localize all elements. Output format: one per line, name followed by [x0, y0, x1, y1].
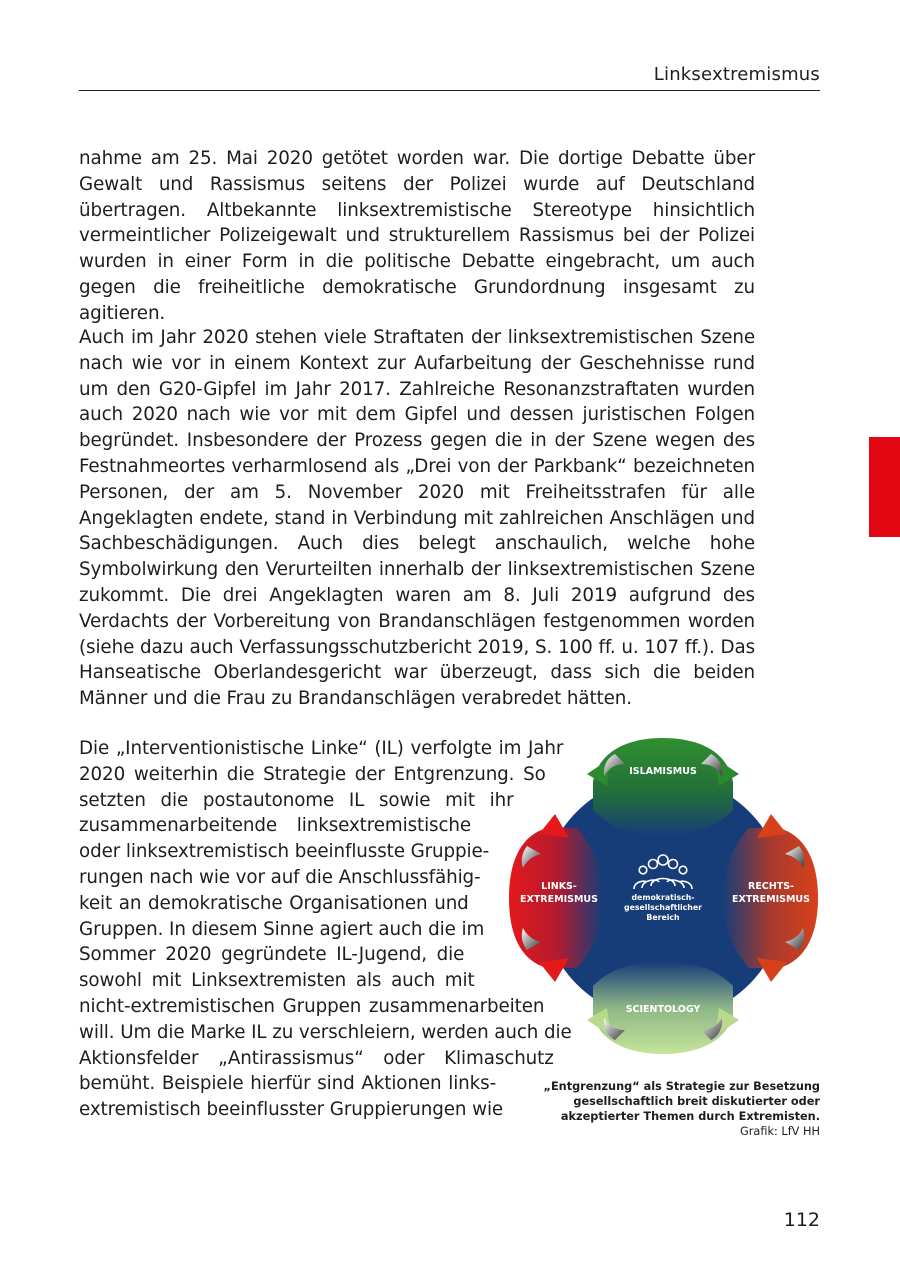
paragraph-3-line: oder linksextremistisch beeinflusste Gruppie-: [79, 841, 490, 863]
label-links-2: EXTREMISMUS: [520, 894, 598, 905]
paragraph-3-line: setzten die postautonome IL sowie mit ihr: [79, 789, 514, 811]
paragraph-3-line: bemüht. Beispiele hierfür sind Aktionen links-: [79, 1073, 497, 1095]
arrow-head-icon: [539, 814, 569, 838]
label-center-2: gesellschaftlicher: [624, 903, 702, 912]
paragraph-3-line: zusammenarbeitende linksextremistische: [79, 815, 472, 837]
paragraph-3-line: Sommer 2020 gegründete IL-Jugend, die: [79, 944, 465, 966]
label-rechts-2: EXTREMISMUS: [732, 894, 810, 905]
paragraph-3-line: sowohl mit Linksextremisten als auch mit: [79, 970, 475, 992]
label-center-3: Bereich: [646, 913, 680, 922]
paragraph-3-line: 2020 weiterhin die Strategie der Entgrenzung. So: [79, 763, 546, 785]
page-number: 112: [783, 1209, 820, 1231]
paragraph-3-line: Gruppen. In diesem Sinne agiert auch die im: [79, 918, 485, 940]
header-rule: [79, 90, 820, 91]
figure-caption: [505, 1079, 820, 1139]
top-lobe: [593, 738, 733, 836]
arrow-head-icon: [757, 958, 787, 982]
paragraph-3-line: Die „Interventionistische Linke“ (IL) verfolgte im Jahr: [79, 738, 564, 759]
caption-credit: Grafik: LfV HH: [740, 1125, 820, 1138]
label-scientology: SCIENTOLOGY: [625, 1004, 701, 1015]
label-islamismus: ISLAMISMUS: [629, 766, 697, 777]
paragraph-3-line: will. Um die Marke IL zu verschleiern, werden auch die: [79, 1021, 572, 1043]
paragraph-3-line: nicht-extremistischen Gruppen zusammenarbeiten: [79, 995, 545, 1017]
paragraph-1: nahme am 25. Mai 2020 getötet worden war. Die dortige Debatte über Gewalt und Rassismus seitens der Polizei wurde auf Deutschland übertragen. Altbekannte linksextremistische Stereotype hinsichtlich vermeintlicher Polizeigewalt und strukturellem Rassismus bei der Polizei wurden in einer Form in die politische Debatte eingebracht, um auch gegen die freiheitliche demokratische Grundordnung insgesamt zu agitieren.: [79, 148, 755, 324]
label-links-1: LINKS-: [541, 881, 577, 892]
chapter-marker-tab: [869, 437, 900, 537]
paragraph-3-line: rungen nach wie vor auf die Anschlussfähig-: [79, 866, 481, 888]
entgrenzung-diagram: [507, 736, 820, 1056]
arrow-head-icon: [757, 814, 787, 838]
caption-text: „Entgrenzung“ als Strategie zur Besetzung gesellschaftlich breit diskutierter oder akzeptierter Themen durch Extremisten.: [543, 1080, 820, 1123]
arrow-head-icon: [539, 958, 569, 982]
paragraph-3-line: Aktionsfelder „Antirassismus“ oder Klimaschutz: [79, 1047, 554, 1069]
label-rechts-1: RECHTS-: [748, 881, 794, 892]
running-title: Linksextremismus: [653, 64, 820, 85]
paragraph-2: Auch im Jahr 2020 stehen viele Straftaten der linksextremistischen Szene nach wie vor in einem Kontext zur Aufarbeitung der Geschehnisse rund um den G20-Gipfel im Jahr 2017. Zahlreiche Resonanzstraftaten wurden auch 2020 nach wie vor mit dem Gipfel und dessen juristischen Folgen begründet. Insbesondere der Prozess gegen die in der Szene wegen des Festnahmeortes verharmlosend als „Drei von der Parkbank“ bezeichneten Personen, der am 5. November 2020 mit Freiheitsstrafen für alle Angeklagten endete, stand in Verbindung mit zahlreichen Anschlägen und Sachbeschädigungen. Auch dies belegt anschaulich, welche hohe Symbolwirkung den Verurteilten innerhalb der linksextremistischen Szene zukommt. Die drei Angeklagten waren am 8. Juli 2019 aufgrund des Verdachts der Vorbereitung von Brandanschlägen festgenommen worden (siehe dazu auch Verfassungsschutzbericht 2019, S. 100 ff. u. 107 ff.). Das Hanseatische Oberlandesgericht war überzeugt, dass sich die beiden Männer und die Frau zu Brandanschlägen verabredet hätten.: [79, 327, 755, 710]
paragraph-3-line: extremistisch beeinflusster Gruppierungen wie: [79, 1099, 504, 1121]
paragraph-3-line: keit an demokratische Organisationen und: [79, 892, 469, 914]
label-center-1: demokratisch-: [631, 893, 695, 902]
